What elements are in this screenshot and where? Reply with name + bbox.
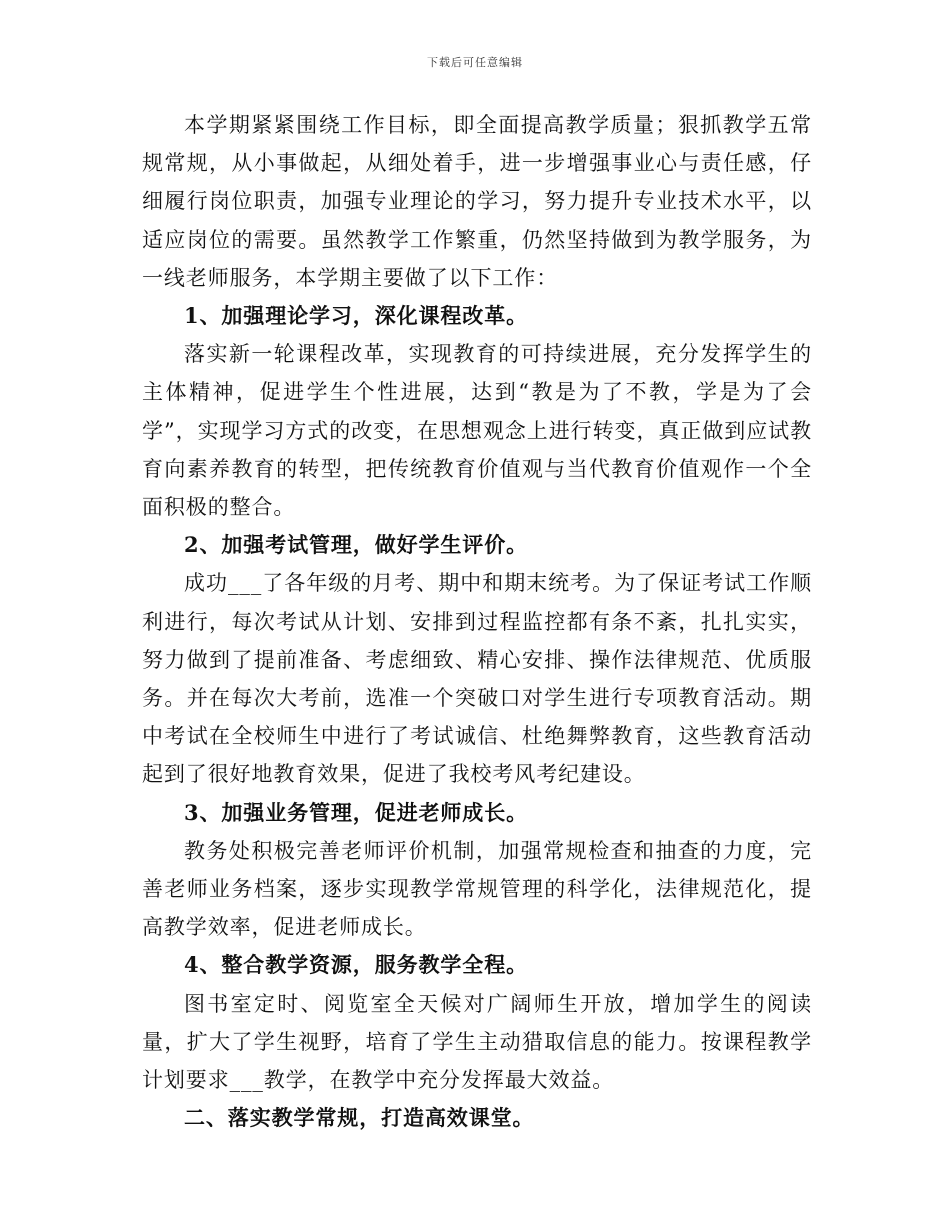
section-heading-3: 3、加强业务管理，促进老师成长。	[184, 799, 529, 825]
header-note: 下载后可任意编辑	[427, 56, 523, 69]
section-heading-2: 2、加强考试管理，做好学生评价。	[184, 532, 529, 558]
document-body	[142, 106, 812, 1137]
section-heading-1: 1、加强理论学习，深化课程改革。	[184, 303, 529, 329]
closing-heading: 二、落实教学常规，打造高效课堂。	[184, 1105, 535, 1131]
section-paragraph-1: 落实新一轮课程改革，实现教育的可持续进展，充分发挥学生的主体精神，促进学生个性进展，达到“教是为了不教，学是为了会学”，实现学习方式的改变，在思想观念上进行转变，真正做到应试教育向素养教育的转型，把传统教育价值观与当代教育价值观作一个全面积极的整合。	[142, 342, 812, 520]
section-paragraph-3: 教务处积极完善老师评价机制，加强常规检查和抽查的力度，完善老师业务档案，逐步实现教学常规管理的科学化，法律规范化，提高教学效率，促进老师成长。	[142, 838, 812, 940]
intro-paragraph: 本学期紧紧围绕工作目标，即全面提高教学质量；狠抓教学五常规常规，从小事做起，从细处着手，进一步增强事业心与责任感，仔细履行岗位职责，加强专业理论的学习，努力提升专业技术水平，以适应岗位的需要。虽然教学工作繁重，仍然坚持做到为教学服务，为一线老师服务，本学期主要做了以下工作：	[142, 113, 812, 290]
section-heading-4: 4、整合教学资源，服务教学全程。	[184, 952, 529, 978]
section-paragraph-4: 图书室定时、阅览室全天候对广阔师生开放，增加学生的阅读量，扩大了学生视野，培育了学生主动猎取信息的能力。按课程教学计划要求___教学，在教学中充分发挥最大效益。	[142, 991, 812, 1093]
section-paragraph-2: 成功___了各年级的月考、期中和期末统考。为了保证考试工作顺利进行，每次考试从计划、安排到过程监控都有条不紊，扎扎实实，努力做到了提前准备、考虑细致、精心安排、操作法律规范、优质服务。并在每次大考前，选准一个突破口对学生进行专项教育活动。期中考试在全校师生中进行了考试诚信、杜绝舞弊教育，这些教育活动起到了很好地教育效果，促进了我校考风考纪建设。	[142, 571, 812, 787]
